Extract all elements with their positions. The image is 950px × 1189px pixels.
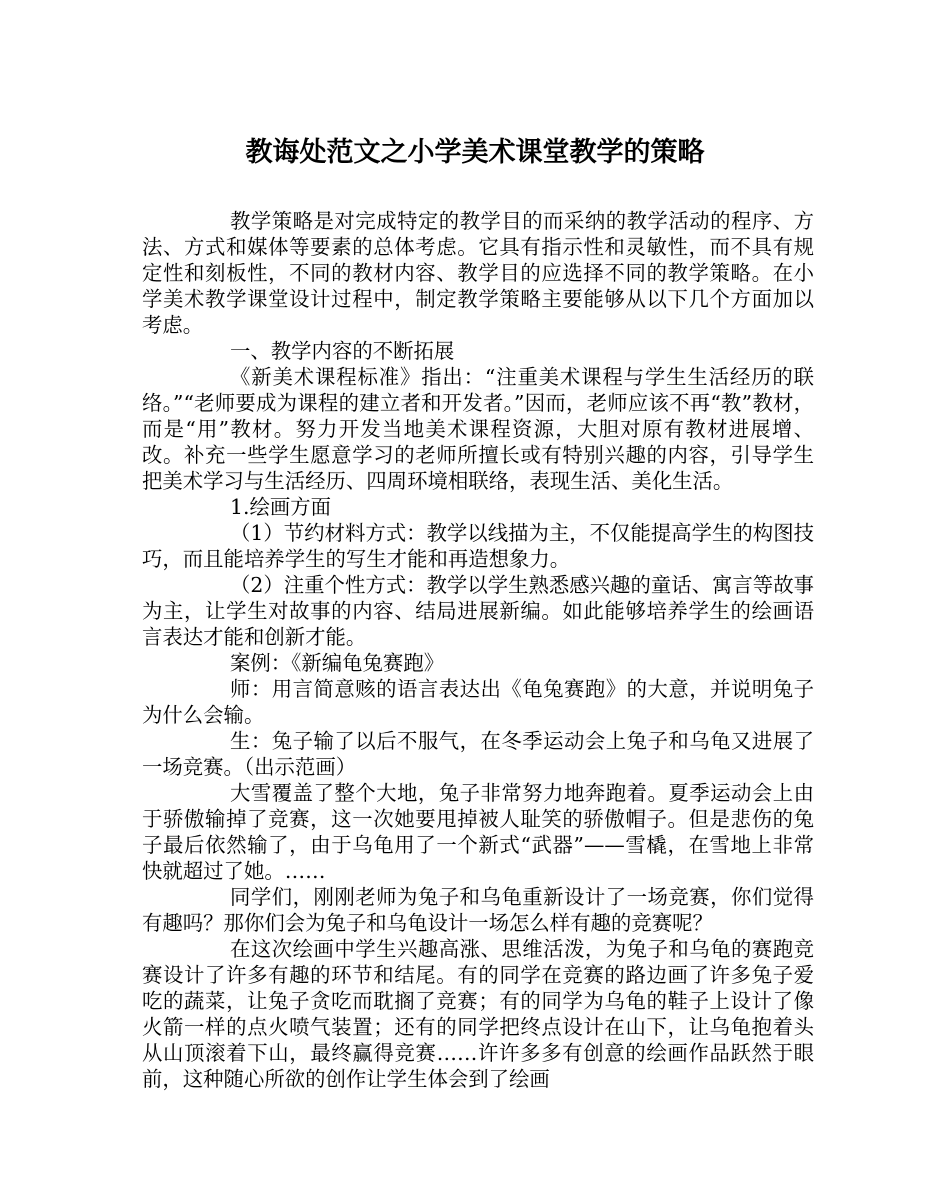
paragraph-question: 同学们，刚刚老师为兔子和乌龟重新设计了一场竞赛，你们觉得有趣吗？那你们会为兔子和乌龟设计一场怎么样有趣的竞赛呢？ [142, 885, 814, 935]
document-body [142, 208, 814, 1092]
paragraph-curriculum: 《新美术课程标准》指出：“注重美术课程与学生生活经历的联络。”“老师要成为课程的建立者和开发者。”因而，老师应该不再“教”教材，而是“用”教材。努力开发当地美术课程资源，大胆对原有教材进展增、改。补充一些学生愿意学习的老师所擅长或有特别兴趣的内容，引导学生把美术学习与生活经历、四周环境相联络，表现生活、美化生活。 [142, 365, 814, 493]
paragraph-point-2: （2）注重个性方式：教学以学生熟悉感兴趣的童话、寓言等故事为主，让学生对故事的内容、结局进展新编。如此能够培养学生的绘画语言表达才能和创新才能。 [142, 573, 814, 649]
paragraph-story: 大雪覆盖了整个大地，兔子非常努力地奔跑着。夏季运动会上由于骄傲输掉了竞赛，这一次她要甩掉被人耻笑的骄傲帽子。但是悲伤的兔子最后依然输了，由于乌龟用了一个新式“武器”——雪橇，在雪地上非常快就超过了她。…… [142, 781, 814, 883]
paragraph-student: 生：兔子输了以后不服气，在冬季运动会上兔子和乌龟又进展了一场竞赛。（出示范画） [142, 729, 814, 779]
paragraph-case-title: 案例：《新编龟兔赛跑》 [230, 651, 445, 675]
subsection-heading-painting: 1.绘画方面 [230, 495, 332, 519]
section-heading-1: 一、教学内容的不断拓展 [230, 339, 455, 363]
paragraph-point-1: （1）节约材料方式：教学以线描为主，不仅能提高学生的构图技巧，而且能培养学生的写生才能和再造想象力。 [142, 521, 814, 571]
paragraph-intro: 教学策略是对完成特定的教学目的而采纳的教学活动的程序、方法、方式和媒体等要素的总体考虑。它具有指示性和灵敏性，而不具有规定性和刻板性，不同的教材内容、教学目的应选择不同的教学策略。在小学美术教学课堂设计过程中，制定教学策略主要能够从以下几个方面加以考虑。 [142, 209, 814, 337]
document-title: 教诲处范文之小学美术课堂教学的策略 [245, 137, 705, 168]
paragraph-teacher: 师：用言简意赅的语言表达出《龟兔赛跑》的大意，并说明兔子为什么会输。 [142, 677, 814, 727]
paragraph-result: 在这次绘画中学生兴趣高涨、思维活泼，为兔子和乌龟的赛跑竞赛设计了许多有趣的环节和结尾。有的同学在竞赛的路边画了许多兔子爱吃的蔬菜，让兔子贪吃而耽搁了竞赛；有的同学为乌龟的鞋子上设计了像火箭一样的点火喷气装置；还有的同学把终点设计在山下，让乌龟抱着头从山顶滚着下山，最终赢得竞赛……许许多多有创意的绘画作品跃然于眼前，这种随心所欲的创作让学生体会到了绘画 [142, 937, 814, 1091]
